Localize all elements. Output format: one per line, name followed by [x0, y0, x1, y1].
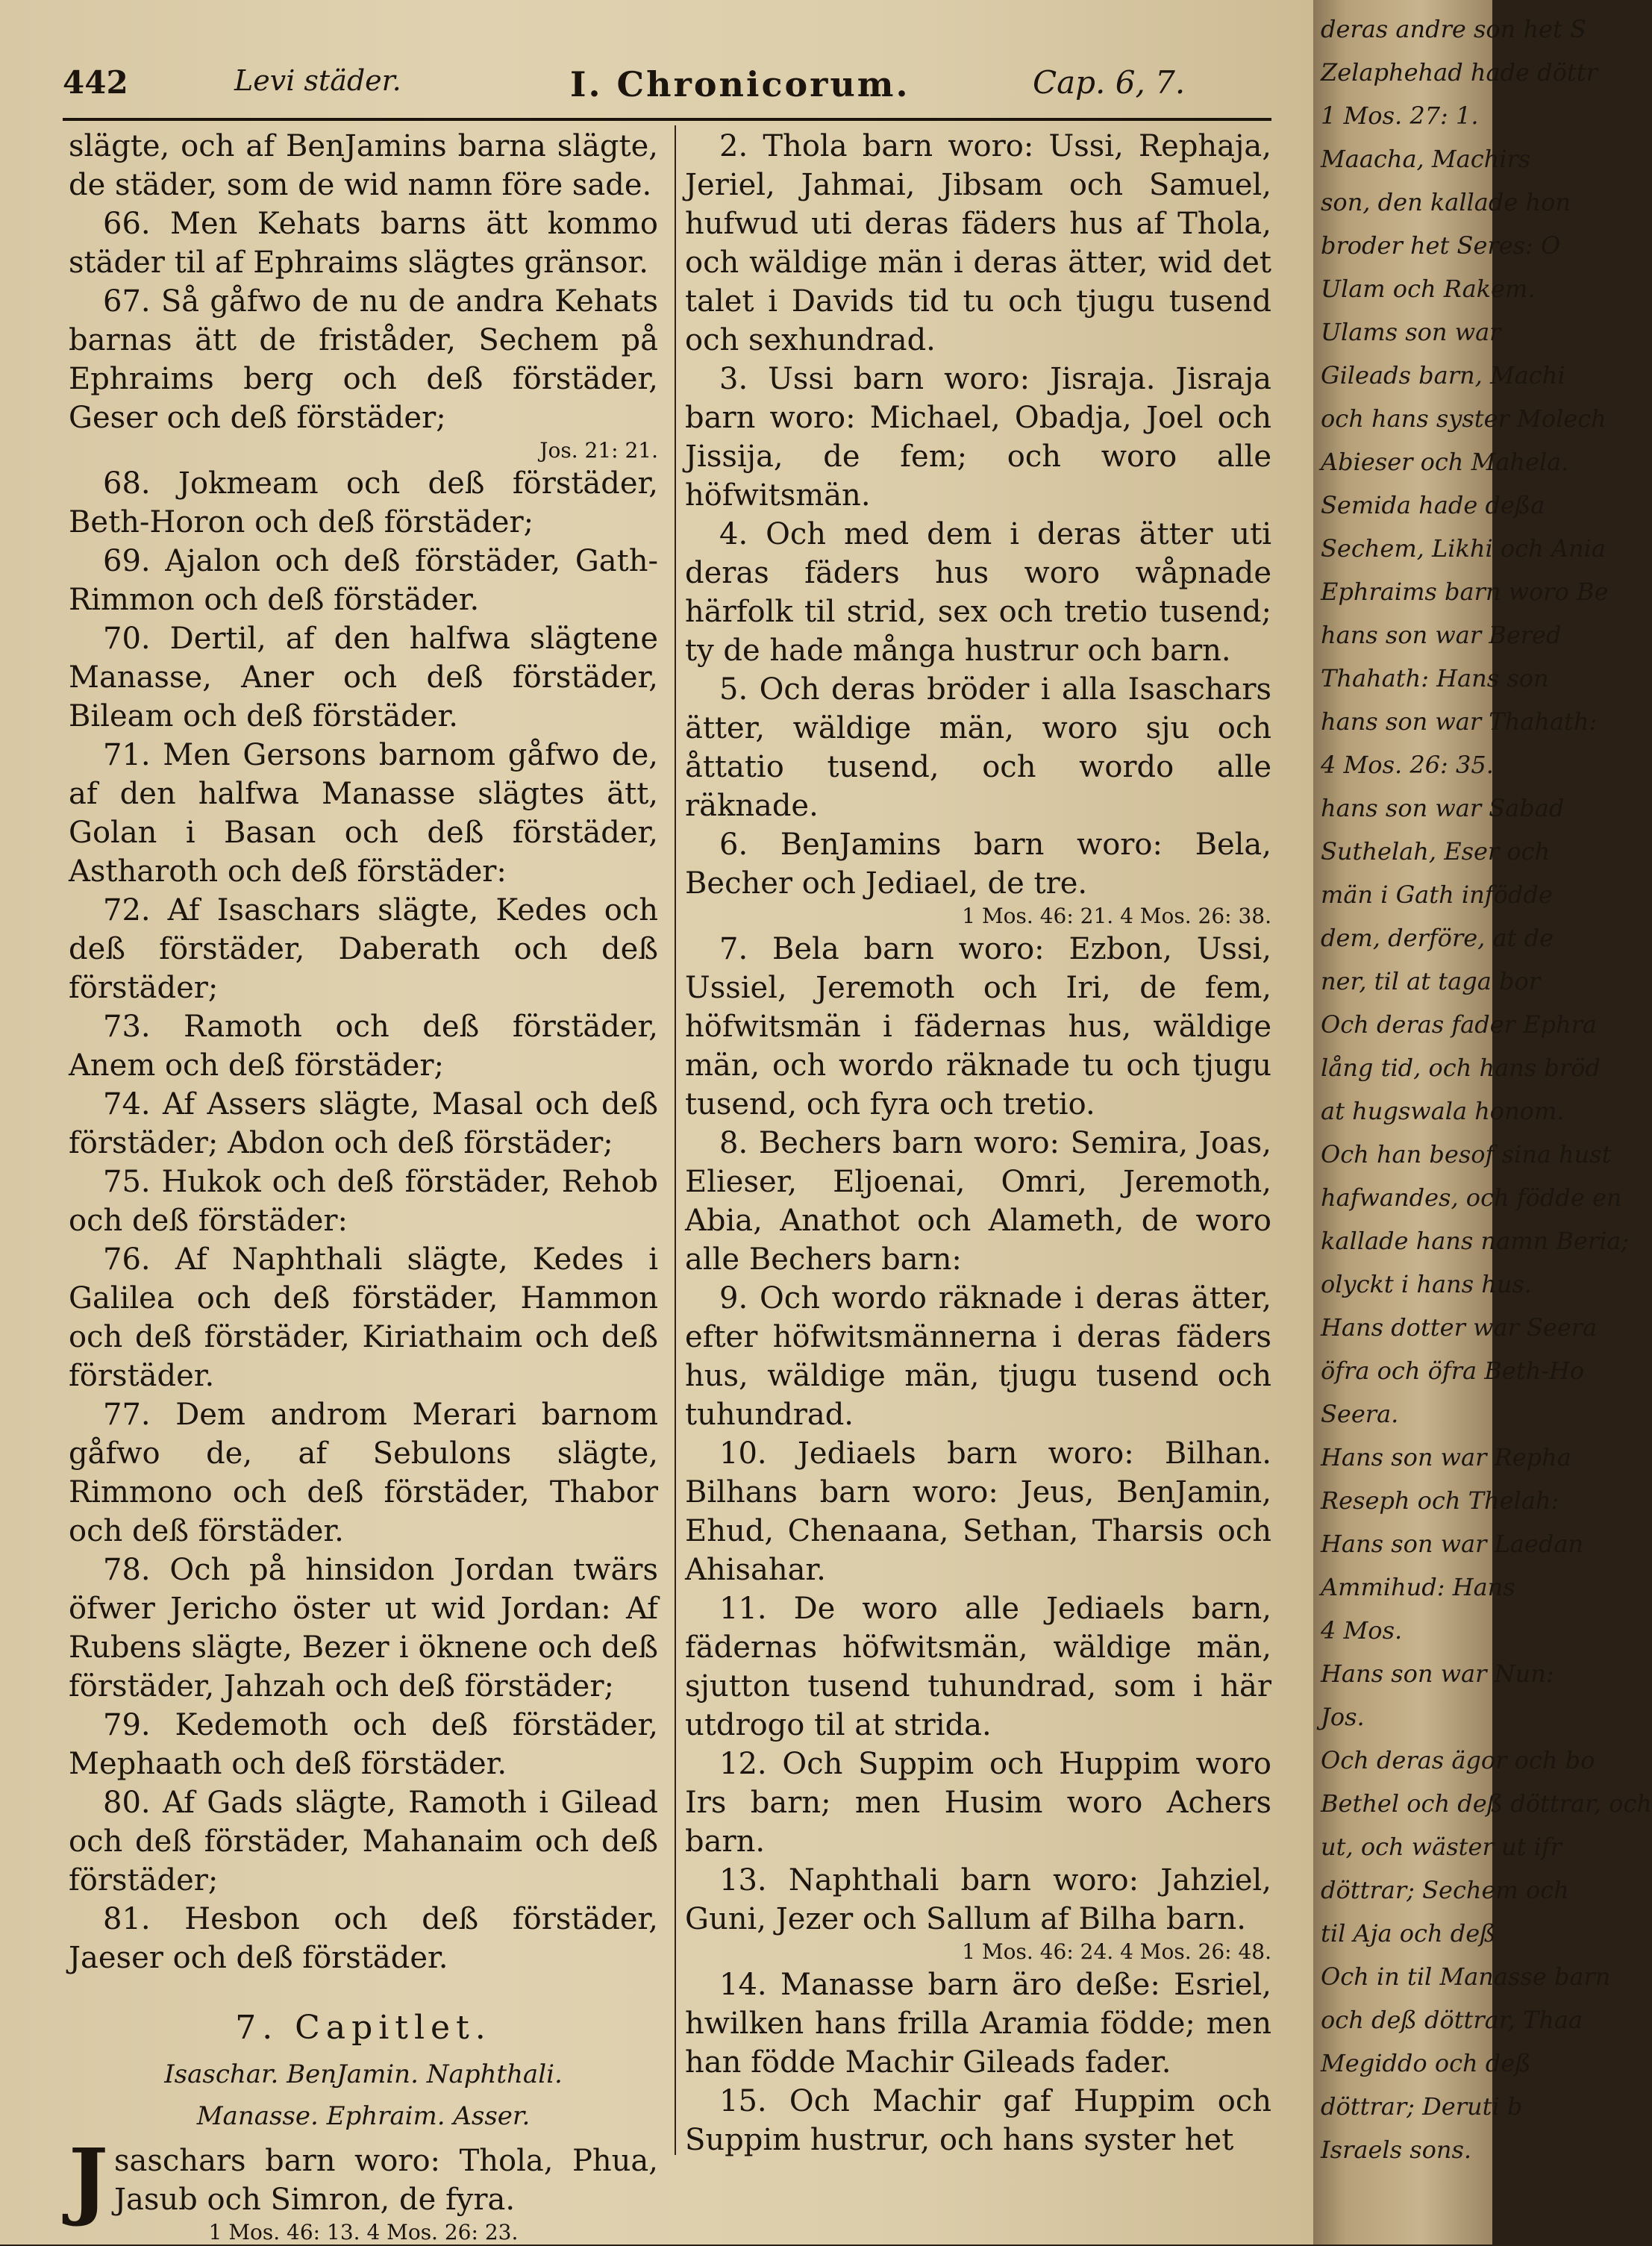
next-page-fragment: olyckt i hans hus.: [1321, 1270, 1533, 1298]
verse-text: 8. Bechers barn woro: Semira, Joas, Elieser, Eljoenai, Omri, Jeremoth, Abia, Anathot och Alameth, de woro alle Bechers barn:: [685, 1126, 1271, 1277]
verse: [69, 464, 658, 542]
next-page-fragment: Ephraims barn woro Be: [1321, 578, 1609, 606]
next-page-fragment: Och deras fader Ephra: [1321, 1010, 1597, 1039]
book-title: I. Chronicorum.: [570, 64, 910, 104]
next-page-fragment: at hugswala honom.: [1321, 1097, 1565, 1125]
next-page-fragment: Hans son war Repha: [1321, 1443, 1571, 1471]
verse-text: 69. Ajalon och deß förstäder, Gath-Rimmon och deß förstäder.: [69, 544, 658, 617]
next-page-edge: [1313, 0, 1652, 2245]
verse: [69, 1163, 658, 1240]
header-rule: [63, 118, 1271, 121]
verse: [69, 736, 658, 891]
chapter-first-verse: [69, 2131, 658, 2229]
verse-text: 2. Thola barn woro: Ussi, Rephaja, Jeriel, Jahmai, Jibsam och Samuel, hufwud uti deras fäders hus af Thola, och wäldige män i deras ätter, wid det talet i Davids tid tu och tjugu tusend och sexhundrad.: [685, 129, 1271, 357]
next-page-fragment: Seera.: [1321, 1400, 1399, 1428]
verse-text: 73. Ramoth och deß förstäder, Anem och deß förstäder;: [69, 1010, 658, 1083]
next-page-fragment: Abieser och Mahela.: [1321, 448, 1569, 476]
chapter-reference: Cap. 6, 7.: [1033, 64, 1186, 101]
next-page-fragment: til Aja och deß: [1321, 1919, 1496, 1948]
next-page-fragment: och hans syster Molech: [1321, 404, 1606, 433]
verse-text: 79. Kedemoth och deß förstäder, Mephaath och deß förstäder.: [69, 1708, 658, 1781]
verse-text: 6. BenJamins barn woro: Bela, Becher och Jediael, de tre.: [685, 828, 1271, 901]
verse-text: 13. Naphthali barn woro: Jahziel, Guni, Jezer och Sallum af Bilha barn.: [685, 1863, 1271, 1936]
next-page-fragment: ut, och wäster ut ifr: [1321, 1833, 1562, 1861]
verse: [685, 360, 1271, 515]
next-page-fragment: Jos.: [1321, 1703, 1365, 1731]
next-page-fragment: dem, derföre, at de: [1321, 924, 1554, 952]
verse: [69, 127, 658, 204]
first-verse-citation: 1 Mos. 46: 13. 4 Mos. 26: 23.: [208, 2220, 519, 2245]
verse: [685, 1279, 1271, 1434]
next-page-fragment: Sechem, Likhi och Ania: [1321, 534, 1606, 563]
next-page-fragment: Zelaphehad hade döttr: [1321, 58, 1598, 87]
verse: [69, 1551, 658, 1706]
verse-citation: 1 Mos. 46: 24. 4 Mos. 26: 48.: [962, 1939, 1271, 1964]
verse-text: 77. Dem androm Merari barnom gåfwo de, af Sebulons slägte, Rimmono och deß förstäder, Thabor och deß förstäder.: [69, 1398, 658, 1548]
verse: [69, 1240, 658, 1395]
chapter-summary-line-1: Isaschar. BenJamin. Naphthali.: [164, 2059, 563, 2089]
next-page-fragment: broder het Seres: O: [1321, 231, 1561, 260]
next-page-fragment: och deß döttrar, Thaa: [1321, 2006, 1583, 2034]
verse: [685, 127, 1271, 360]
next-page-fragment: Maacha, Machirs: [1321, 145, 1531, 173]
right-column: [685, 127, 1271, 2159]
verse-text: 70. Dertil, af den halfwa slägtene Manasse, Aner och deß förstäder, Bileam och deß förstäder.: [69, 622, 658, 733]
verse-text: 9. Och wordo räknade i deras ätter, efter höfwitsmännerna i deras fäders hus, wäldige män, tjugu tusend och tuhundrad.: [685, 1281, 1271, 1432]
next-page-fragment: kallade hans namn Beria;: [1321, 1227, 1630, 1255]
verse-citation: 1 Mos. 46: 21. 4 Mos. 26: 38.: [962, 904, 1271, 928]
next-page-fragment: ner, til at taga bor: [1321, 967, 1540, 995]
verse: [685, 1124, 1271, 1279]
next-page-fragment: deras andre son het S: [1321, 15, 1586, 43]
next-page-fragment: Och deras ägor och bo: [1321, 1746, 1595, 1774]
next-page-fragment: son, den kallade hon: [1321, 188, 1571, 216]
verse: [685, 515, 1271, 670]
verse-text: 78. Och på hinsidon Jordan twärs öfwer Jericho öster ut wid Jordan: Af Rubens slägte, Bezer i öknene och deß förstäder, Jahzah och deß förstäder;: [69, 1553, 658, 1704]
chapter-title: 7. Capitlet.: [235, 2009, 492, 2047]
page-number: 442: [63, 64, 128, 101]
verse-text: slägte, och af BenJamins barna slägte, de städer, som de wid namn före sade.: [69, 129, 658, 202]
next-page-fragment: Och han besof sina hust: [1321, 1140, 1612, 1169]
next-page-fragment: öfra och öfra Beth-Ho: [1321, 1357, 1585, 1385]
verse: [69, 619, 658, 736]
verse: [69, 204, 658, 282]
verse-text: 5. Och deras bröder i alla Isaschars ätter, wäldige män, woro sju och åttatio tusend, och wordo alle räknade.: [685, 672, 1271, 823]
verse: [685, 930, 1271, 1124]
running-title-left: Levi städer.: [234, 64, 401, 97]
verse: [685, 1434, 1271, 1589]
verse: [69, 1900, 658, 1977]
first-verse-text: saschars barn woro: Thola, Phua, Jasub och Simron, de fyra.: [114, 2144, 658, 2217]
left-column: [69, 127, 658, 2246]
next-page-fragment: Gileads barn, Machi: [1321, 361, 1565, 390]
chapter-summary-line-2: Manasse. Ephraim. Asser.: [196, 2101, 531, 2131]
next-page-fragment: 4 Mos. 26: 35.: [1321, 751, 1494, 779]
verse: [69, 282, 658, 437]
verse-text: 4. Och med dem i deras ätter uti deras fäders hus woro wåpnade härfolk til strid, sex och tretio tusend; ty de hade många hustrur och barn.: [685, 517, 1271, 668]
verse: [685, 825, 1271, 903]
verse-text: 14. Manasse barn äro deße: Esriel, hwilken hans frilla Aramia födde; men han födde Machir Gileads fader.: [685, 1968, 1271, 2080]
next-page-fragment: Hans dotter war Seera: [1321, 1313, 1598, 1342]
next-page-fragment: hans son war Sabad: [1321, 794, 1565, 822]
verse: [69, 1395, 658, 1551]
verse-text: 74. Af Assers slägte, Masal och deß förstäder; Abdon och deß förstäder;: [69, 1087, 658, 1160]
verse: [685, 670, 1271, 825]
next-page-fragment: Bethel och deß döttrar, och: [1321, 1789, 1652, 1818]
verse: [69, 1783, 658, 1900]
left-verses: [69, 127, 658, 1977]
verse: [685, 1589, 1271, 1745]
verse-text: 66. Men Kehats barns ätt kommo städer til af Ephraims slägtes gränsor.: [69, 207, 658, 280]
next-page-fragment: Ulams son war: [1321, 318, 1501, 346]
next-page-fragment: hans son war Bered: [1321, 621, 1562, 649]
verse-text: 11. De woro alle Jediaels barn, fädernas höfwitsmän, wäldige män, sjutton tusend tuhundrad, som i här utdrogo til at strida.: [685, 1592, 1271, 1742]
column-divider: [675, 125, 676, 2155]
next-page-fragment: hans son war Thahath:: [1321, 707, 1598, 736]
next-page-fragment: Megiddo och deß: [1321, 2049, 1531, 2077]
verse-text: 72. Af Isaschars slägte, Kedes och deß förstäder, Daberath och deß förstäder;: [69, 893, 658, 1005]
verse-text: 80. Af Gads slägte, Ramoth i Gilead och deß förstäder, Mahanaim och deß förstäder;: [69, 1786, 658, 1898]
next-page-fragment: 4 Mos.: [1321, 1616, 1403, 1645]
next-page-fragment: hafwandes, och födde en: [1321, 1183, 1622, 1212]
next-page-fragment: lång tid, och hans bröd: [1321, 1054, 1601, 1082]
verse-text: 75. Hukok och deß förstäder, Rehob och deß förstäder:: [69, 1165, 658, 1238]
verse: [685, 1965, 1271, 2082]
next-page-fragment: Israels sons.: [1321, 2136, 1472, 2164]
next-page-fragment: män i Gath infödde: [1321, 880, 1553, 909]
verse-text: 68. Jokmeam och deß förstäder, Beth-Horon och deß förstäder;: [69, 466, 658, 539]
drop-cap: J: [69, 2131, 108, 2229]
verse-text: 12. Och Suppim och Huppim woro Irs barn; men Husim woro Achers barn.: [685, 1747, 1271, 1859]
next-page-fragment: Hans son war Nun:: [1321, 1660, 1554, 1688]
verse-text: 3. Ussi barn woro: Jisraja. Jisraja barn woro: Michael, Obadja, Joel och Jissija, de fem; och woro alle höfwitsmän.: [685, 362, 1271, 513]
verse-text: 67. Så gåfwo de nu de andra Kehats barnas ätt de friståder, Sechem på Ephraims berg och deß förstäder, Geser och deß förstäder;: [69, 284, 658, 435]
verse: [69, 542, 658, 619]
verse-text: 76. Af Naphthali slägte, Kedes i Galilea och deß förstäder, Hammon och deß förstäder, Kiriathaim och deß förstäder.: [69, 1242, 658, 1393]
verse-text: 15. Och Machir gaf Huppim och Suppim hustrur, och hans syster het: [685, 2084, 1271, 2157]
next-page-fragment: Thahath: Hans son: [1321, 664, 1549, 692]
page-header: [63, 64, 1271, 116]
verse-citation: Jos. 21: 21.: [539, 438, 658, 463]
verse-text: 81. Hesbon och deß förstäder, Jaeser och deß förstäder.: [69, 1902, 658, 1975]
next-page-fragment: döttrar; Sechem och: [1321, 1876, 1569, 1904]
verse-text: 10. Jediaels barn woro: Bilhan. Bilhans barn woro: Jeus, BenJamin, Ehud, Chenaana, Sethan, Tharsis och Ahisahar.: [685, 1436, 1271, 1587]
verse: [69, 891, 658, 1007]
verse-text: 7. Bela barn woro: Ezbon, Ussi, Ussiel, Jeremoth och Iri, de fem, höfwitsmän i fädernas hus, wäldige män, och wordo räknade tu och tjugu tusend, och fyra och tretio.: [685, 932, 1271, 1122]
next-page-fragment: Och in til Manasse barn: [1321, 1962, 1611, 1991]
verse: [69, 1706, 658, 1783]
verse-text: 71. Men Gersons barnom gåfwo de, af den halfwa Manasse slägtes ätt, Golan i Basan och deß förstäder, Astharoth och deß förstäder:: [69, 738, 658, 889]
verse: [685, 1861, 1271, 1939]
verse: [685, 2082, 1271, 2159]
verse: [69, 1085, 658, 1163]
verse: [69, 1007, 658, 1085]
next-page-fragment: Suthelah, Eser och: [1321, 837, 1551, 866]
verse: [685, 1745, 1271, 1861]
next-page-fragment: Semida hade deßa: [1321, 491, 1545, 519]
next-page-fragment: 1 Mos. 27: 1.: [1321, 101, 1479, 130]
next-page-fragment: Ammihud: Hans: [1321, 1573, 1515, 1601]
next-page-fragment: Hans son war Laedan: [1321, 1530, 1584, 1558]
next-page-fragment: döttrar; Deruti b: [1321, 2092, 1523, 2121]
next-page-fragment: Reseph och Thelah:: [1321, 1486, 1559, 1515]
next-page-fragment: Ulam och Rakem.: [1321, 275, 1536, 303]
